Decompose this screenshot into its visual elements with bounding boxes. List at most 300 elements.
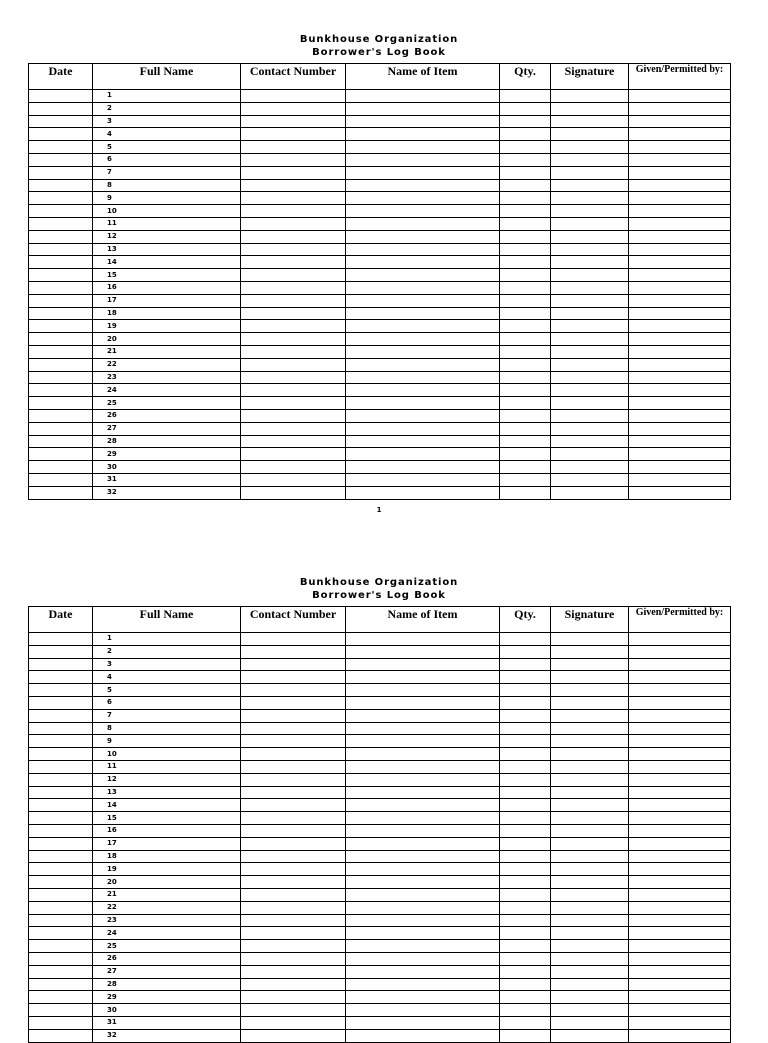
qty-cell[interactable] (500, 748, 551, 761)
name-of-item-cell[interactable] (346, 991, 500, 1004)
contact-number-cell[interactable] (241, 435, 346, 448)
qty-cell[interactable] (500, 230, 551, 243)
signature-cell[interactable] (551, 128, 629, 141)
signature-cell[interactable] (551, 824, 629, 837)
signature-cell[interactable] (551, 671, 629, 684)
qty-cell[interactable] (500, 671, 551, 684)
qty-cell[interactable] (500, 256, 551, 269)
qty-cell[interactable] (500, 384, 551, 397)
name-of-item-cell[interactable] (346, 760, 500, 773)
contact-number-cell[interactable] (241, 978, 346, 991)
given-permitted-by-cell[interactable] (629, 837, 731, 850)
name-of-item-cell[interactable] (346, 1004, 500, 1017)
qty-cell[interactable] (500, 358, 551, 371)
qty-cell[interactable] (500, 773, 551, 786)
name-of-item-cell[interactable] (346, 486, 500, 499)
qty-cell[interactable] (500, 486, 551, 499)
signature-cell[interactable] (551, 876, 629, 889)
given-permitted-by-cell[interactable] (629, 461, 731, 474)
signature-cell[interactable] (551, 422, 629, 435)
qty-cell[interactable] (500, 940, 551, 953)
signature-cell[interactable] (551, 696, 629, 709)
contact-number-cell[interactable] (241, 345, 346, 358)
contact-number-cell[interactable] (241, 684, 346, 697)
name-of-item-cell[interactable] (346, 684, 500, 697)
date-cell[interactable] (29, 812, 93, 825)
contact-number-cell[interactable] (241, 281, 346, 294)
contact-number-cell[interactable] (241, 786, 346, 799)
date-cell[interactable] (29, 773, 93, 786)
signature-cell[interactable] (551, 837, 629, 850)
date-cell[interactable] (29, 230, 93, 243)
contact-number-cell[interactable] (241, 1004, 346, 1017)
qty-cell[interactable] (500, 141, 551, 154)
given-permitted-by-cell[interactable] (629, 422, 731, 435)
signature-cell[interactable] (551, 358, 629, 371)
given-permitted-by-cell[interactable] (629, 166, 731, 179)
contact-number-cell[interactable] (241, 735, 346, 748)
given-permitted-by-cell[interactable] (629, 927, 731, 940)
signature-cell[interactable] (551, 850, 629, 863)
signature-cell[interactable] (551, 435, 629, 448)
qty-cell[interactable] (500, 333, 551, 346)
qty-cell[interactable] (500, 1016, 551, 1029)
name-of-item-cell[interactable] (346, 1029, 500, 1042)
given-permitted-by-cell[interactable] (629, 1029, 731, 1042)
given-permitted-by-cell[interactable] (629, 1016, 731, 1029)
date-cell[interactable] (29, 192, 93, 205)
signature-cell[interactable] (551, 281, 629, 294)
qty-cell[interactable] (500, 824, 551, 837)
qty-cell[interactable] (500, 927, 551, 940)
signature-cell[interactable] (551, 1029, 629, 1042)
signature-cell[interactable] (551, 217, 629, 230)
contact-number-cell[interactable] (241, 153, 346, 166)
qty-cell[interactable] (500, 696, 551, 709)
signature-cell[interactable] (551, 722, 629, 735)
name-of-item-cell[interactable] (346, 812, 500, 825)
given-permitted-by-cell[interactable] (629, 991, 731, 1004)
date-cell[interactable] (29, 978, 93, 991)
contact-number-cell[interactable] (241, 914, 346, 927)
date-cell[interactable] (29, 709, 93, 722)
given-permitted-by-cell[interactable] (629, 448, 731, 461)
contact-number-cell[interactable] (241, 876, 346, 889)
date-cell[interactable] (29, 243, 93, 256)
name-of-item-cell[interactable] (346, 965, 500, 978)
qty-cell[interactable] (500, 115, 551, 128)
qty-cell[interactable] (500, 90, 551, 103)
name-of-item-cell[interactable] (346, 748, 500, 761)
date-cell[interactable] (29, 645, 93, 658)
date-cell[interactable] (29, 397, 93, 410)
qty-cell[interactable] (500, 722, 551, 735)
name-of-item-cell[interactable] (346, 786, 500, 799)
date-cell[interactable] (29, 153, 93, 166)
date-cell[interactable] (29, 422, 93, 435)
signature-cell[interactable] (551, 952, 629, 965)
date-cell[interactable] (29, 991, 93, 1004)
given-permitted-by-cell[interactable] (629, 901, 731, 914)
date-cell[interactable] (29, 448, 93, 461)
name-of-item-cell[interactable] (346, 461, 500, 474)
contact-number-cell[interactable] (241, 217, 346, 230)
name-of-item-cell[interactable] (346, 166, 500, 179)
name-of-item-cell[interactable] (346, 141, 500, 154)
date-cell[interactable] (29, 927, 93, 940)
name-of-item-cell[interactable] (346, 409, 500, 422)
contact-number-cell[interactable] (241, 773, 346, 786)
contact-number-cell[interactable] (241, 333, 346, 346)
contact-number-cell[interactable] (241, 658, 346, 671)
given-permitted-by-cell[interactable] (629, 773, 731, 786)
name-of-item-cell[interactable] (346, 473, 500, 486)
date-cell[interactable] (29, 90, 93, 103)
name-of-item-cell[interactable] (346, 658, 500, 671)
signature-cell[interactable] (551, 1016, 629, 1029)
contact-number-cell[interactable] (241, 722, 346, 735)
given-permitted-by-cell[interactable] (629, 345, 731, 358)
qty-cell[interactable] (500, 888, 551, 901)
date-cell[interactable] (29, 217, 93, 230)
name-of-item-cell[interactable] (346, 90, 500, 103)
given-permitted-by-cell[interactable] (629, 397, 731, 410)
qty-cell[interactable] (500, 952, 551, 965)
name-of-item-cell[interactable] (346, 281, 500, 294)
date-cell[interactable] (29, 824, 93, 837)
contact-number-cell[interactable] (241, 748, 346, 761)
given-permitted-by-cell[interactable] (629, 243, 731, 256)
date-cell[interactable] (29, 281, 93, 294)
contact-number-cell[interactable] (241, 256, 346, 269)
given-permitted-by-cell[interactable] (629, 824, 731, 837)
given-permitted-by-cell[interactable] (629, 269, 731, 282)
signature-cell[interactable] (551, 320, 629, 333)
contact-number-cell[interactable] (241, 709, 346, 722)
given-permitted-by-cell[interactable] (629, 217, 731, 230)
given-permitted-by-cell[interactable] (629, 473, 731, 486)
date-cell[interactable] (29, 799, 93, 812)
signature-cell[interactable] (551, 243, 629, 256)
signature-cell[interactable] (551, 333, 629, 346)
qty-cell[interactable] (500, 735, 551, 748)
contact-number-cell[interactable] (241, 1016, 346, 1029)
given-permitted-by-cell[interactable] (629, 633, 731, 646)
given-permitted-by-cell[interactable] (629, 128, 731, 141)
given-permitted-by-cell[interactable] (629, 435, 731, 448)
date-cell[interactable] (29, 256, 93, 269)
date-cell[interactable] (29, 735, 93, 748)
contact-number-cell[interactable] (241, 696, 346, 709)
name-of-item-cell[interactable] (346, 435, 500, 448)
given-permitted-by-cell[interactable] (629, 192, 731, 205)
name-of-item-cell[interactable] (346, 333, 500, 346)
signature-cell[interactable] (551, 179, 629, 192)
qty-cell[interactable] (500, 645, 551, 658)
given-permitted-by-cell[interactable] (629, 294, 731, 307)
name-of-item-cell[interactable] (346, 901, 500, 914)
date-cell[interactable] (29, 102, 93, 115)
name-of-item-cell[interactable] (346, 722, 500, 735)
date-cell[interactable] (29, 671, 93, 684)
given-permitted-by-cell[interactable] (629, 371, 731, 384)
date-cell[interactable] (29, 473, 93, 486)
given-permitted-by-cell[interactable] (629, 141, 731, 154)
given-permitted-by-cell[interactable] (629, 722, 731, 735)
date-cell[interactable] (29, 205, 93, 218)
signature-cell[interactable] (551, 345, 629, 358)
qty-cell[interactable] (500, 205, 551, 218)
qty-cell[interactable] (500, 1029, 551, 1042)
qty-cell[interactable] (500, 633, 551, 646)
contact-number-cell[interactable] (241, 269, 346, 282)
name-of-item-cell[interactable] (346, 307, 500, 320)
date-cell[interactable] (29, 320, 93, 333)
name-of-item-cell[interactable] (346, 1016, 500, 1029)
contact-number-cell[interactable] (241, 486, 346, 499)
name-of-item-cell[interactable] (346, 888, 500, 901)
contact-number-cell[interactable] (241, 799, 346, 812)
date-cell[interactable] (29, 965, 93, 978)
signature-cell[interactable] (551, 684, 629, 697)
contact-number-cell[interactable] (241, 965, 346, 978)
name-of-item-cell[interactable] (346, 205, 500, 218)
contact-number-cell[interactable] (241, 837, 346, 850)
given-permitted-by-cell[interactable] (629, 696, 731, 709)
signature-cell[interactable] (551, 799, 629, 812)
date-cell[interactable] (29, 409, 93, 422)
date-cell[interactable] (29, 358, 93, 371)
qty-cell[interactable] (500, 914, 551, 927)
signature-cell[interactable] (551, 786, 629, 799)
name-of-item-cell[interactable] (346, 256, 500, 269)
qty-cell[interactable] (500, 294, 551, 307)
date-cell[interactable] (29, 786, 93, 799)
name-of-item-cell[interactable] (346, 448, 500, 461)
given-permitted-by-cell[interactable] (629, 486, 731, 499)
signature-cell[interactable] (551, 735, 629, 748)
signature-cell[interactable] (551, 230, 629, 243)
given-permitted-by-cell[interactable] (629, 384, 731, 397)
qty-cell[interactable] (500, 901, 551, 914)
given-permitted-by-cell[interactable] (629, 748, 731, 761)
qty-cell[interactable] (500, 684, 551, 697)
date-cell[interactable] (29, 684, 93, 697)
qty-cell[interactable] (500, 1004, 551, 1017)
contact-number-cell[interactable] (241, 384, 346, 397)
given-permitted-by-cell[interactable] (629, 205, 731, 218)
name-of-item-cell[interactable] (346, 128, 500, 141)
name-of-item-cell[interactable] (346, 384, 500, 397)
date-cell[interactable] (29, 850, 93, 863)
name-of-item-cell[interactable] (346, 799, 500, 812)
given-permitted-by-cell[interactable] (629, 965, 731, 978)
contact-number-cell[interactable] (241, 397, 346, 410)
date-cell[interactable] (29, 128, 93, 141)
given-permitted-by-cell[interactable] (629, 645, 731, 658)
given-permitted-by-cell[interactable] (629, 409, 731, 422)
given-permitted-by-cell[interactable] (629, 281, 731, 294)
given-permitted-by-cell[interactable] (629, 153, 731, 166)
contact-number-cell[interactable] (241, 991, 346, 1004)
given-permitted-by-cell[interactable] (629, 735, 731, 748)
qty-cell[interactable] (500, 965, 551, 978)
name-of-item-cell[interactable] (346, 709, 500, 722)
contact-number-cell[interactable] (241, 205, 346, 218)
name-of-item-cell[interactable] (346, 837, 500, 850)
given-permitted-by-cell[interactable] (629, 333, 731, 346)
qty-cell[interactable] (500, 269, 551, 282)
signature-cell[interactable] (551, 812, 629, 825)
qty-cell[interactable] (500, 709, 551, 722)
qty-cell[interactable] (500, 876, 551, 889)
given-permitted-by-cell[interactable] (629, 307, 731, 320)
given-permitted-by-cell[interactable] (629, 914, 731, 927)
qty-cell[interactable] (500, 812, 551, 825)
signature-cell[interactable] (551, 1004, 629, 1017)
contact-number-cell[interactable] (241, 230, 346, 243)
name-of-item-cell[interactable] (346, 397, 500, 410)
name-of-item-cell[interactable] (346, 422, 500, 435)
signature-cell[interactable] (551, 991, 629, 1004)
name-of-item-cell[interactable] (346, 671, 500, 684)
given-permitted-by-cell[interactable] (629, 684, 731, 697)
date-cell[interactable] (29, 307, 93, 320)
date-cell[interactable] (29, 633, 93, 646)
date-cell[interactable] (29, 863, 93, 876)
contact-number-cell[interactable] (241, 422, 346, 435)
contact-number-cell[interactable] (241, 128, 346, 141)
qty-cell[interactable] (500, 281, 551, 294)
qty-cell[interactable] (500, 102, 551, 115)
contact-number-cell[interactable] (241, 671, 346, 684)
contact-number-cell[interactable] (241, 166, 346, 179)
name-of-item-cell[interactable] (346, 952, 500, 965)
qty-cell[interactable] (500, 658, 551, 671)
contact-number-cell[interactable] (241, 760, 346, 773)
contact-number-cell[interactable] (241, 888, 346, 901)
qty-cell[interactable] (500, 850, 551, 863)
contact-number-cell[interactable] (241, 952, 346, 965)
signature-cell[interactable] (551, 153, 629, 166)
signature-cell[interactable] (551, 658, 629, 671)
contact-number-cell[interactable] (241, 115, 346, 128)
given-permitted-by-cell[interactable] (629, 358, 731, 371)
contact-number-cell[interactable] (241, 927, 346, 940)
qty-cell[interactable] (500, 991, 551, 1004)
signature-cell[interactable] (551, 901, 629, 914)
qty-cell[interactable] (500, 243, 551, 256)
signature-cell[interactable] (551, 294, 629, 307)
date-cell[interactable] (29, 486, 93, 499)
signature-cell[interactable] (551, 978, 629, 991)
signature-cell[interactable] (551, 256, 629, 269)
given-permitted-by-cell[interactable] (629, 658, 731, 671)
name-of-item-cell[interactable] (346, 358, 500, 371)
qty-cell[interactable] (500, 371, 551, 384)
given-permitted-by-cell[interactable] (629, 876, 731, 889)
date-cell[interactable] (29, 1004, 93, 1017)
date-cell[interactable] (29, 901, 93, 914)
name-of-item-cell[interactable] (346, 645, 500, 658)
signature-cell[interactable] (551, 384, 629, 397)
signature-cell[interactable] (551, 141, 629, 154)
contact-number-cell[interactable] (241, 102, 346, 115)
contact-number-cell[interactable] (241, 863, 346, 876)
contact-number-cell[interactable] (241, 824, 346, 837)
contact-number-cell[interactable] (241, 901, 346, 914)
signature-cell[interactable] (551, 645, 629, 658)
qty-cell[interactable] (500, 307, 551, 320)
contact-number-cell[interactable] (241, 179, 346, 192)
given-permitted-by-cell[interactable] (629, 320, 731, 333)
date-cell[interactable] (29, 435, 93, 448)
name-of-item-cell[interactable] (346, 696, 500, 709)
contact-number-cell[interactable] (241, 141, 346, 154)
name-of-item-cell[interactable] (346, 320, 500, 333)
name-of-item-cell[interactable] (346, 940, 500, 953)
signature-cell[interactable] (551, 940, 629, 953)
given-permitted-by-cell[interactable] (629, 940, 731, 953)
date-cell[interactable] (29, 940, 93, 953)
date-cell[interactable] (29, 876, 93, 889)
date-cell[interactable] (29, 696, 93, 709)
date-cell[interactable] (29, 371, 93, 384)
date-cell[interactable] (29, 952, 93, 965)
contact-number-cell[interactable] (241, 409, 346, 422)
contact-number-cell[interactable] (241, 448, 346, 461)
signature-cell[interactable] (551, 748, 629, 761)
name-of-item-cell[interactable] (346, 876, 500, 889)
signature-cell[interactable] (551, 192, 629, 205)
qty-cell[interactable] (500, 409, 551, 422)
qty-cell[interactable] (500, 978, 551, 991)
signature-cell[interactable] (551, 760, 629, 773)
name-of-item-cell[interactable] (346, 850, 500, 863)
qty-cell[interactable] (500, 166, 551, 179)
date-cell[interactable] (29, 914, 93, 927)
name-of-item-cell[interactable] (346, 269, 500, 282)
name-of-item-cell[interactable] (346, 153, 500, 166)
date-cell[interactable] (29, 461, 93, 474)
qty-cell[interactable] (500, 397, 551, 410)
signature-cell[interactable] (551, 709, 629, 722)
contact-number-cell[interactable] (241, 90, 346, 103)
name-of-item-cell[interactable] (346, 633, 500, 646)
signature-cell[interactable] (551, 927, 629, 940)
contact-number-cell[interactable] (241, 461, 346, 474)
given-permitted-by-cell[interactable] (629, 179, 731, 192)
contact-number-cell[interactable] (241, 371, 346, 384)
signature-cell[interactable] (551, 486, 629, 499)
signature-cell[interactable] (551, 461, 629, 474)
date-cell[interactable] (29, 658, 93, 671)
signature-cell[interactable] (551, 269, 629, 282)
given-permitted-by-cell[interactable] (629, 786, 731, 799)
signature-cell[interactable] (551, 914, 629, 927)
given-permitted-by-cell[interactable] (629, 256, 731, 269)
contact-number-cell[interactable] (241, 320, 346, 333)
signature-cell[interactable] (551, 102, 629, 115)
qty-cell[interactable] (500, 461, 551, 474)
contact-number-cell[interactable] (241, 243, 346, 256)
name-of-item-cell[interactable] (346, 773, 500, 786)
name-of-item-cell[interactable] (346, 345, 500, 358)
qty-cell[interactable] (500, 422, 551, 435)
signature-cell[interactable] (551, 115, 629, 128)
name-of-item-cell[interactable] (346, 102, 500, 115)
given-permitted-by-cell[interactable] (629, 850, 731, 863)
